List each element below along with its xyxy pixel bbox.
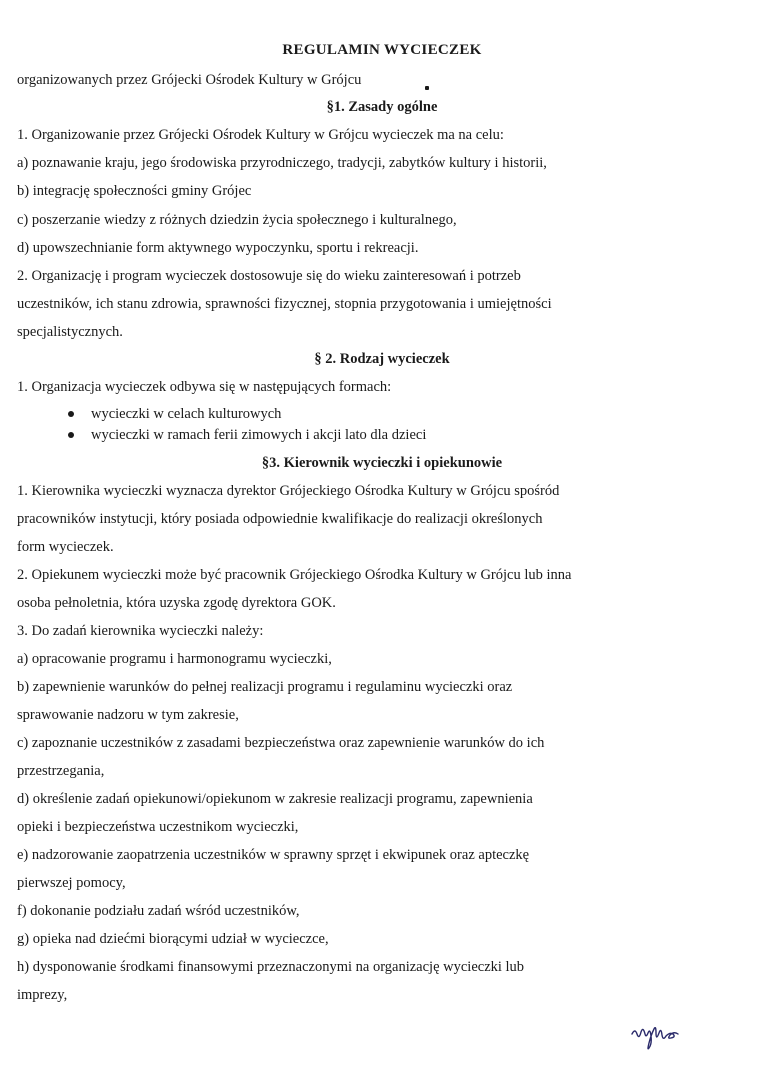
section-1-line: uczestników, ich stanu zdrowia, sprawności fizycznej, stopnia przygotowania i umiejętności [17, 296, 552, 312]
section-1-heading: §1. Zasady ogólne [326, 99, 438, 115]
ink-mark [425, 86, 429, 90]
document-title: REGULAMIN WYCIECZEK [282, 42, 482, 58]
section-3-line: osoba pełnoletnia, która uzyska zgodę dyrektora GOK. [17, 595, 336, 611]
document-subtitle: organizowanych przez Grójecki Ośrodek Kultury w Grójcu [17, 72, 362, 88]
section-2-heading: § 2. Rodzaj wycieczek [314, 351, 450, 367]
section-2-line: 1. Organizacja wycieczek odbywa się w następujących formach: [17, 379, 392, 395]
section-3-line: c) zapoznanie uczestników z zasadami bezpieczeństwa oraz zapewnienie warunków do ich [17, 735, 545, 751]
section-3-line: 3. Do zadań kierownika wycieczki należy: [17, 623, 264, 639]
section-3-line: g) opieka nad dziećmi biorącymi udział w wycieczce, [17, 931, 329, 947]
section-3-line: 1. Kierownika wycieczki wyznacza dyrektor Grójeckiego Ośrodka Kultury w Grójcu spośród [17, 483, 560, 499]
section-3-line: przestrzegania, [17, 763, 105, 779]
bullet-icon [68, 411, 74, 417]
section-3-line: b) zapewnienie warunków do pełnej realizacji programu i regulaminu wycieczki oraz [17, 679, 513, 695]
section-1-line: d) upowszechnianie form aktywnego wypoczynku, sportu i rekreacji. [17, 240, 419, 256]
section-3-line: pierwszej pomocy, [17, 875, 126, 891]
section-3-line: f) dokonanie podziału zadań wśród uczestników, [17, 903, 300, 919]
bullet-item: wycieczki w celach kulturowych [91, 406, 282, 422]
section-3-line: form wycieczek. [17, 539, 114, 555]
bullet-icon [68, 432, 74, 438]
section-3-line: pracowników instytucji, który posiada odpowiednie kwalifikacje do realizacji określonych [17, 511, 543, 527]
section-1-line: a) poznawanie kraju, jego środowiska przyrodniczego, tradycji, zabytków kultury i historii, [17, 155, 547, 171]
section-3-line: sprawowanie nadzoru w tym zakresie, [17, 707, 239, 723]
section-3-line: opieki i bezpieczeństwa uczestnikom wycieczki, [17, 819, 299, 835]
section-1-line: 2. Organizację i program wycieczek dostosowuje się do wieku zainteresowań i potrzeb [17, 268, 521, 284]
section-3-line: a) opracowanie programu i harmonogramu wycieczki, [17, 651, 332, 667]
section-1-line: b) integrację społeczności gminy Grójec [17, 183, 252, 199]
section-3-line: e) nadzorowanie zaopatrzenia uczestników w sprawny sprzęt i ekwipunek oraz apteczkę [17, 847, 530, 863]
section-3-heading: §3. Kierownik wycieczki i opiekunowie [261, 455, 503, 471]
section-3-line: 2. Opiekunem wycieczki może być pracownik Grójeckiego Ośrodka Kultury w Grójcu lub inna [17, 567, 572, 583]
section-1-line: 1. Organizowanie przez Grójecki Ośrodek Kultury w Grójcu wycieczek ma na celu: [17, 127, 504, 143]
section-3-line: h) dysponowanie środkami finansowymi przeznaczonymi na organizację wycieczki lub [17, 959, 525, 975]
section-3-line: d) określenie zadań opiekunowi/opiekunom w zakresie realizacji programu, zapewnienia [17, 791, 533, 807]
section-1-line: c) poszerzanie wiedzy z różnych dziedzin życia społecznego i kulturalnego, [17, 212, 457, 228]
section-1-line: specjalistycznych. [17, 324, 123, 340]
bullet-item: wycieczki w ramach ferii zimowych i akcji lato dla dzieci [91, 427, 427, 443]
section-3-line: imprezy, [17, 987, 68, 1003]
signature-icon [626, 1020, 696, 1054]
